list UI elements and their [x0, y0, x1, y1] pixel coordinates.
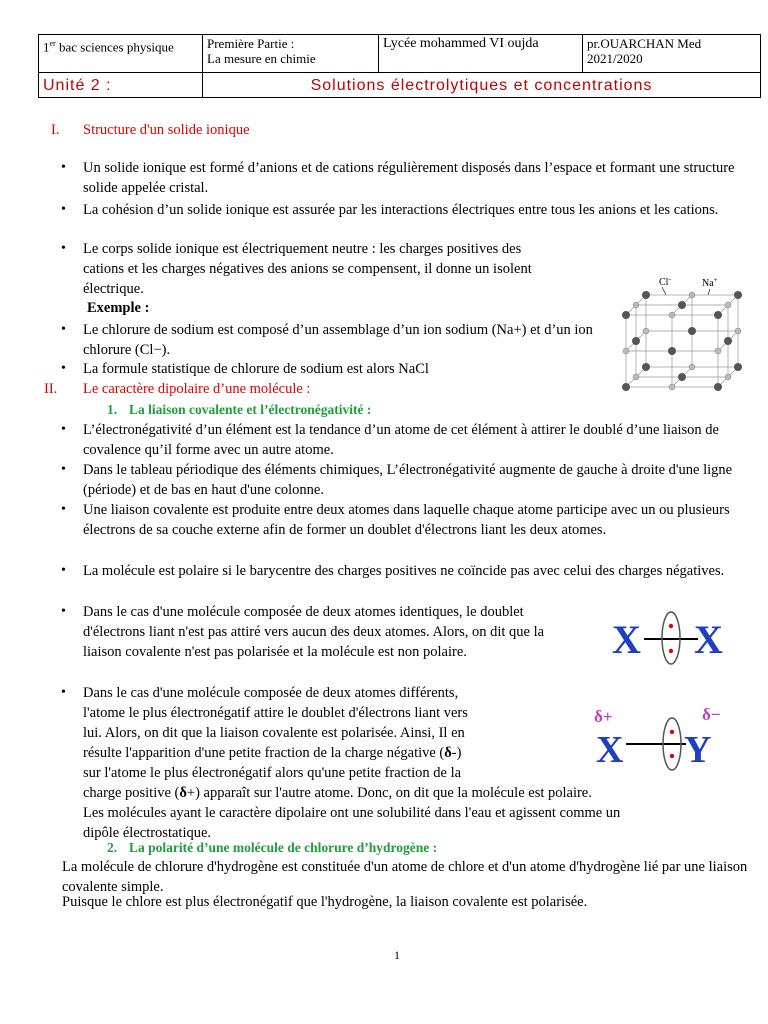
s1-bullet-1: Un solide ionique est formé d’anions et de cations régulièrement disposés dans l’espace et formant une structure solide appelée cristal. — [83, 160, 735, 196]
unit-label: Unité 2 : — [39, 73, 203, 98]
school-cell: Lycée mohammed VI oujda — [379, 35, 583, 73]
s2-bullet-1: L’électronégativité d’un élément est la tendance d’un atome de cet élément à attirer le doublé d’une liaison de covalence qu’il forme avec un autre atome. — [83, 422, 719, 458]
bullet-icon: • — [61, 563, 66, 578]
sub2-title: La polarité d’une molécule de chlorure d’hydrogène : — [129, 840, 438, 855]
delta-plus-label: δ+ — [594, 707, 613, 726]
atom-x-left: X — [612, 617, 641, 662]
section1-title: Structure d'un solide ionique — [83, 122, 250, 138]
unit-title: Solutions électrolytiques et concentrations — [203, 73, 761, 98]
sub1-num: 1. — [107, 402, 118, 417]
s1-bullet-2: La cohésion d’un solide ionique est assurée par les interactions électriques entre tous les anions et les cations. — [83, 202, 719, 218]
s1-bullet-3: Le corps solide ionique est électriquement neutre : les charges positives des cations et les charges négatives des anions se compensent, il donne un isolent électrique. — [83, 241, 532, 297]
na-label: Na+ — [702, 276, 718, 289]
cl-label: Cl- — [659, 275, 671, 288]
bullet-icon: • — [61, 202, 66, 217]
atom-y: Y — [684, 729, 712, 771]
bullet-icon: • — [61, 160, 66, 175]
hcl-paragraph-1: La molécule de chlorure d'hydrogène est constituée d'un atome de chlore et d'un atome d'hydrogène lié par une liaison covalente simple. — [62, 859, 748, 895]
page-number: 1 — [394, 948, 400, 962]
bullet-icon: • — [61, 322, 66, 337]
section2-num: II. — [44, 381, 58, 397]
section1-num: I. — [51, 122, 60, 138]
section2-title: Le caractère dipolaire d’une molécule : — [83, 381, 311, 397]
example-label: Exemple : — [87, 300, 150, 316]
s2-bullet-4: La molécule est polaire si le barycentre des charges positives ne coïncide pas avec celui des charges négatives. — [83, 563, 725, 579]
bullet-icon: • — [61, 685, 66, 700]
s2-bullet-6: Dans le cas d'une molécule composée de deux atomes différents, l'atome le plus électronégatif attire le doublet d'électrons liant vers lui. Alors, on dit que la liaison covalente est polarisée. Ainsi, Il en résulte l'apparition d'une petite fraction de la charge négative (δ-) sur l'atome le plus électronégatif alors qu'une petite fraction de la charge positive (δ+) apparaît sur l'autre atome. Donc, on dit que la molécule est polaire. Les molécules ayant le caractère dipolaire ont une solubilité dans l'eau et agissent comme un dipôle électrostatique. — [83, 685, 621, 841]
bullet-icon: • — [61, 422, 66, 437]
sub1-title: La liaison covalente et l’électronégativité : — [129, 402, 372, 417]
part-cell: Première Partie : La mesure en chimie — [203, 35, 379, 73]
bullet-icon: • — [61, 604, 66, 619]
s2-bullet-3: Une liaison covalente est produite entre deux atomes dans laquelle chaque atome participe avec un ou plusieurs électrons de sa couche externe afin de former un doublet d'électrons liant les deux atomes. — [83, 502, 730, 538]
teacher-cell: pr.OUARCHAN Med 2021/2020 — [583, 35, 761, 73]
s2-bullet-2: Dans le tableau périodique des éléments chimiques, L’électronégativité augmente de gauche à droite d'une ligne (période) et de bas en haut d'une colonne. — [83, 462, 733, 498]
atom-x-right: X — [694, 617, 723, 662]
header-table — [38, 34, 761, 98]
atom-x: X — [596, 729, 624, 771]
nacl-crystal-figure — [610, 273, 750, 401]
bullet-icon: • — [61, 462, 66, 477]
delta-minus-label: δ− — [702, 705, 721, 724]
level-cell: 1er bac sciences physique — [39, 35, 203, 73]
example-bullet-2: La formule statistique de chlorure de sodium est alors NaCl — [83, 361, 429, 377]
example-bullet-1: Le chlorure de sodium est composé d’un assemblage d’un ion sodium (Na+) et d’un ion chlorure (Cl−). — [83, 322, 593, 358]
bullet-icon: • — [61, 241, 66, 256]
bullet-icon: • — [61, 361, 66, 376]
sub2-num: 2. — [107, 840, 118, 855]
hcl-paragraph-2: Puisque le chlore est plus électronégatif que l'hydrogène, la liaison covalente est polarisée. — [62, 894, 588, 910]
nonpolar-molecule-figure — [608, 603, 748, 667]
bullet-icon: • — [61, 502, 66, 517]
polar-molecule-figure — [590, 700, 740, 772]
s2-bullet-5: Dans le cas d'une molécule composée de deux atomes identiques, le doublet d'électrons liant n'est pas attiré vers aucun des deux atomes. Alors, on dit que la liaison covalente n'est pas polarisée et la molécule est non polaire. — [83, 604, 545, 660]
